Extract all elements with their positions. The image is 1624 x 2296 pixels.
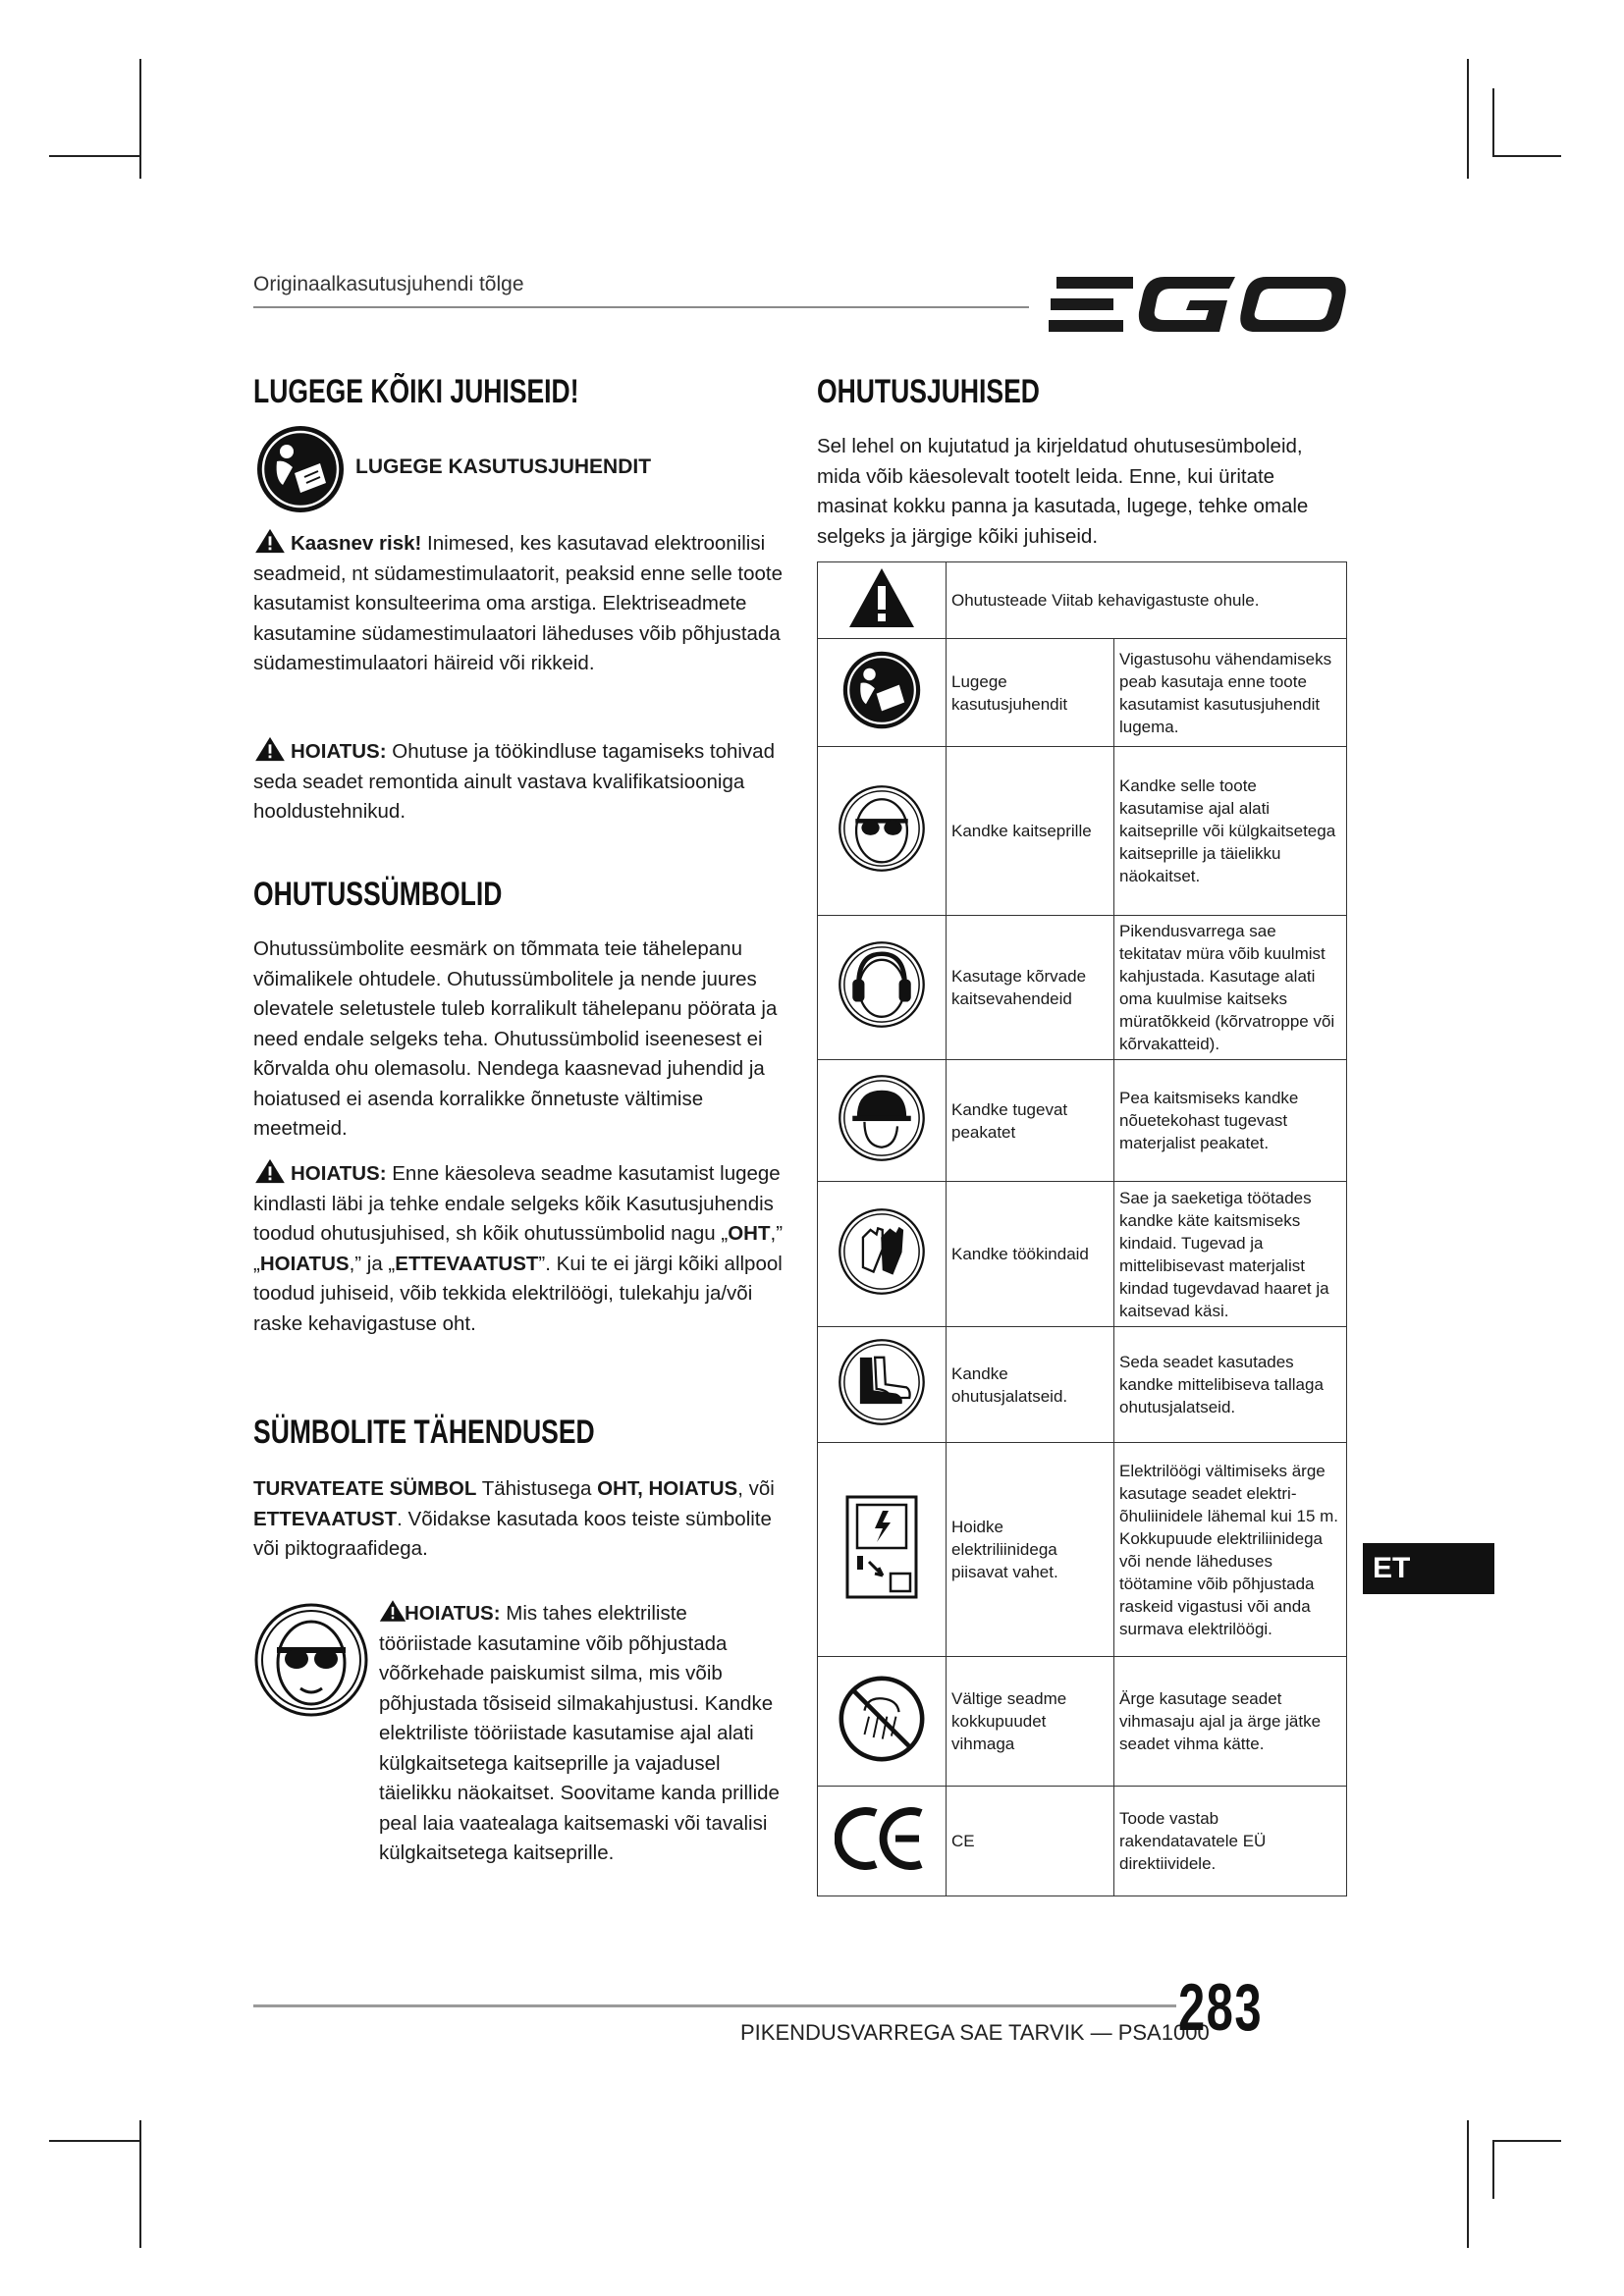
safety-glasses-icon <box>838 784 926 873</box>
symbol-name: Hoidke elektriliinidega piisavat vahet. <box>947 1443 1114 1657</box>
safety-symbols-title: OHUTUSSÜMBOLID <box>253 876 503 913</box>
warning-label: HOIATUS: <box>291 740 387 763</box>
symbol-cell <box>818 639 947 747</box>
symbol-cell <box>818 916 947 1060</box>
table-row <box>818 562 1347 639</box>
oht-hoiatus-terms: OHT, HOIATUS <box>597 1477 738 1500</box>
safety-symbol-table <box>817 561 1347 1896</box>
ettevaatust-term: ETTEVAATUST <box>395 1252 539 1275</box>
safety-symbols-text: Ohutussümbolite eesmärk on tõmmata teie tähelepanu võimalikele ohtudele. Ohutussümbolitele ja nende juures olevatele seletustele tuleb korralikult tähelepanu pöörata ja need endale selgeks teha. Ohutussümbolid iseenesest ei kõrvalda ohu olemasolu. Nendega kaasnevad juhendid ja hoiatused ei asenda korralikke õnnetuste vältimise meetmeid. <box>253 937 778 1140</box>
ettevaatust-term: ETTEVAATUST <box>253 1507 398 1530</box>
hard-hat-icon <box>838 1074 926 1162</box>
table-row <box>818 639 1347 747</box>
symbol-meanings-title: SÜMBOLITE TÄHENDUSED <box>253 1414 595 1451</box>
symbol-cell <box>818 1182 947 1327</box>
crop-mark <box>1492 155 1561 157</box>
symbol-name: Kandke kaitseprille <box>947 747 1114 916</box>
warning-label: HOIATUS: <box>291 1162 387 1185</box>
symbol-cell <box>818 1060 947 1182</box>
symbol-cell <box>818 562 947 639</box>
symbol-description: Elektrilöögi vältimiseks ärge kasutage seadet elektri-õhuliinidele lähemal kui 15 m. Kokkupuude elektriliinidega või nende läheduses töötamine võib põhjustada raskeid vigastusi või anda surmava elektrilöögi. <box>1114 1443 1347 1657</box>
symbol-cell <box>818 747 947 916</box>
page-number: 283 <box>1178 1970 1264 2045</box>
ear-protection-icon <box>838 940 926 1029</box>
repair-warning-text: Ohutuse ja töökindluse tagamiseks tohivad seda seadet remontida ainult vastava kvalifikatsiooniga hooldustehnikud. <box>253 740 775 823</box>
symbol-cell <box>818 1327 947 1443</box>
footer-rule <box>253 2004 1176 2007</box>
header-rule <box>253 306 1029 308</box>
symbol-description: Pea kaitsmiseks kandke nõuetekohast tugevast materjalist peakatet. <box>1114 1060 1347 1182</box>
warning-text-part: ”. Kui te ei järgi kõiki allpool toodud juhiseid, võib tekkida elektrilöögi, tulekahju ja/või raske kehavigastuse oht. <box>253 1252 783 1335</box>
safety-glasses-icon <box>253 1602 369 1718</box>
read-manual-icon <box>255 424 346 514</box>
symbol-name: Lugege kasutusjuhendit <box>947 639 1114 747</box>
gloves-icon <box>838 1207 926 1296</box>
risk-label: Kaasnev risk! <box>291 532 422 555</box>
warning-triangle-icon <box>253 736 287 762</box>
eye-warning-text: Mis tahes elektriliste tööriistade kasutamine võib põhjustada võõrkehade paiskumist silma, mis võib põhjustada tõsiseid silmakahjustusi. Kandke elektriliste tööriistade kasutamise ajal alati külgkaitsetega kaitseprille ja vajadusel täielikku näokaitset. Soovitame kanda prillide peal laia vaatealaga kaitsemaski või tavalisi külgkaitsetega kaitseprille. <box>379 1602 780 1864</box>
symbol-description: Vigastusohu vähendamiseks peab kasutaja enne toote kasutamist kasutusjuhendit lugema. <box>1114 639 1347 747</box>
symbol-name: Ohutusteade Viitab kehavigastuste ohule. <box>947 562 1347 639</box>
warning-label: HOIATUS: <box>405 1602 501 1625</box>
crop-mark <box>139 59 141 179</box>
crop-mark <box>1467 59 1469 179</box>
ce-mark-icon <box>835 1807 929 1870</box>
table-row <box>818 747 1347 916</box>
read-manual-label: LUGEGE KASUTUSJUHENDIT <box>355 455 652 478</box>
safety-boots-icon <box>838 1338 926 1426</box>
repair-warning-paragraph <box>253 736 784 828</box>
symbol-name: Kandke ohutusjalatseid. <box>947 1327 1114 1443</box>
language-tab: ET <box>1363 1543 1494 1594</box>
crop-mark <box>1467 2120 1469 2248</box>
document-label: Originaalkasutusjuhendi tõlge <box>253 273 524 295</box>
crop-mark <box>49 2140 141 2142</box>
symbol-name: CE <box>947 1787 1114 1896</box>
symbol-name: Kandke tugevat peakatet <box>947 1060 1114 1182</box>
symbol-name: Kasutage kõrvade kaitsevahendeid <box>947 916 1114 1060</box>
table-row <box>818 1443 1347 1657</box>
alert-text-part: , või <box>737 1477 775 1500</box>
warning-triangle-icon <box>253 1158 287 1184</box>
symbol-name: Kandke töökindaid <box>947 1182 1114 1327</box>
read-all-title: LUGEGE KÕIKI JUHISEID! <box>253 373 579 410</box>
symbol-name: Vältige seadme kokkupuudet vihmaga <box>947 1657 1114 1787</box>
warning-text-part: Enne käesoleva seadme kasutamist lugege kindlasti läbi ja tehke endale selgeks kõik Kasutusjuhendis toodud ohutusjuhised, sh kõik ohutussümbolid nagu „ <box>253 1162 781 1245</box>
warning-triangle-icon <box>253 528 287 554</box>
ego-logo-icon <box>1049 271 1353 338</box>
read-instructions-warning <box>253 1158 784 1339</box>
safety-instructions-title: OHUTUSJUHISED <box>817 373 1040 410</box>
alert-symbol-paragraph <box>253 1474 784 1565</box>
oht-term: OHT <box>728 1222 771 1245</box>
hoiatus-term: HOIATUS <box>259 1252 350 1275</box>
table-row <box>818 1182 1347 1327</box>
symbol-cell <box>818 1657 947 1787</box>
power-line-distance-icon <box>843 1493 920 1601</box>
safety-intro-text: Sel lehel on kujutatud ja kirjeldatud ohutusesümboleid, mida võib käesolevalt tootelt leida. Enne, kui üritate masinat kokku panna ja kasutada, lugege, tehke omale selgeks ja järgige kõiki juhiseid. <box>817 435 1309 548</box>
symbol-description: Sae ja saeketiga töötades kandke käte kaitsmiseks kindaid. Tugevad ja mittelibisevast materjalist kindad tugevdavad haaret ja kaitsevad käsi. <box>1114 1182 1347 1327</box>
warning-triangle-icon <box>847 566 916 629</box>
table-row <box>818 1060 1347 1182</box>
table-row <box>818 1657 1347 1787</box>
crop-mark <box>1492 2140 1561 2142</box>
crop-mark <box>1492 88 1494 155</box>
table-row <box>818 1787 1347 1896</box>
crop-mark <box>1492 2140 1494 2199</box>
separator: ,” „ <box>253 1222 784 1275</box>
table-row <box>818 1327 1347 1443</box>
symbol-description: Kandke selle toote kasutamise ajal alati kaitseprille või külgkaitsetega kaitseprille ja täielikku näokaitset. <box>1114 747 1347 916</box>
symbol-description: Ärge kasutage seadet vihmasaju ajal ja ärge jätke seadet vihma kätte. <box>1114 1657 1347 1787</box>
alert-symbol-label: TURVATEATE SÜMBOL <box>253 1477 477 1500</box>
separator: ,” ja „ <box>349 1252 396 1275</box>
pacemaker-risk-paragraph <box>253 528 784 679</box>
symbol-description: Toode vastab rakendatavatele EÜ direktiividele. <box>1114 1787 1347 1896</box>
alert-text-part: . Võidakse kasutada koos teiste sümbolite või piktograafidega. <box>253 1507 772 1560</box>
eye-protection-warning <box>379 1598 782 1869</box>
alert-text-part: Tähistusega <box>476 1477 598 1500</box>
symbol-description: Seda seadet kasutades kandke mittelibiseva tallaga ohutusjalatseid. <box>1114 1327 1347 1443</box>
table-row <box>818 916 1347 1060</box>
warning-triangle-icon <box>379 1598 406 1624</box>
read-manual-icon <box>841 650 922 730</box>
no-rain-icon <box>838 1675 926 1763</box>
symbol-description: Pikendusvarrega sae tekitatav müra võib kuulmist kahjustada. Kasutage alati oma kuulmise kaitseks müratõkkeid (kõrvatroppe või kõrvakatteid). <box>1114 916 1347 1060</box>
crop-mark <box>49 155 141 157</box>
symbol-cell <box>818 1787 947 1896</box>
symbol-cell <box>818 1443 947 1657</box>
footer-product: PIKENDUSVARREGA SAE TARVIK — PSA1000 <box>740 2020 1210 2045</box>
risk-text: Inimesed, kes kasutavad elektroonilisi seadmeid, nt südamestimulaatorit, peaksid enne selle toote kasutamist konsulteerima oma arstiga. Elektriseadmete kasutamine südamestimulaatori läheduses võib põhjustada südamestimulaatori häireid või rikkeid. <box>253 532 784 674</box>
